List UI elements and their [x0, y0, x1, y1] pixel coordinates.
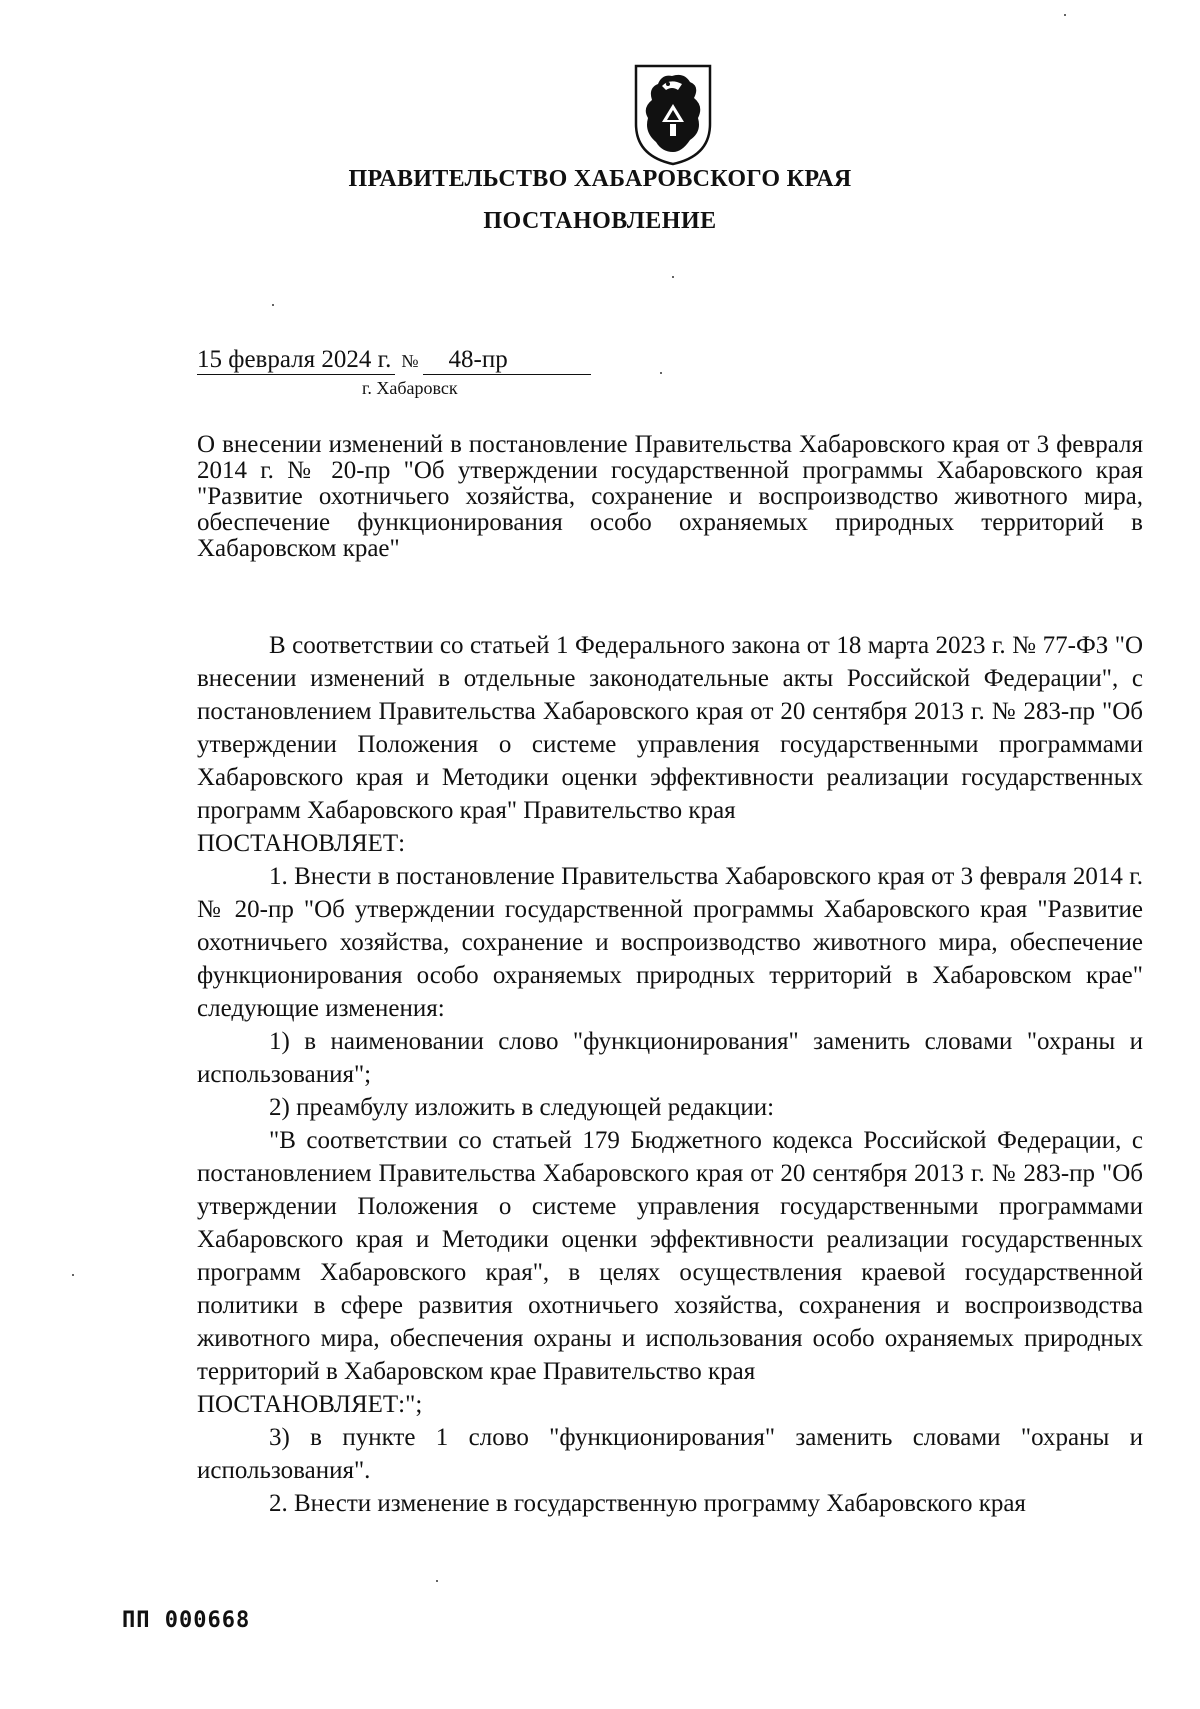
organization-title: ПРАВИТЕЛЬСТВО ХАБАРОВСКОГО КРАЯ	[348, 166, 852, 192]
resolves-heading: ПОСТАНОВЛЯЕТ:	[197, 830, 406, 857]
document-subject: О внесении изменений в постановление Правительства Хабаровского края от 3 февраля 2014 г. № 20-пр "Об утверждении государственной программы Хабаровского края "Развитие охотничьего хозяйства, сохранение и воспроизводство животного мира, обеспечение функционирования особо охраняемых природных территорий в Хабаровском крае"	[197, 431, 1143, 562]
city: г. Хабаровск	[362, 378, 458, 398]
document-date: 15 февраля 2024 г.	[197, 346, 395, 375]
quoted-resolves: ПОСТАНОВЛЯЕТ:";	[197, 1391, 423, 1418]
scan-speck	[72, 1274, 74, 1276]
quoted-preamble: "В соответствии со статьей 179 Бюджетного кодекса Российской Федерации, с постановлением Правительства Хабаровского края от 20 сентября 2013 г. № 283-пр "Об утверждении Положения о системе управления государственными программами Хабаровского края и Методики оценки эффективности реализации государственных программ Хабаровского края", в целях осуществления краевой государственной политики в сфере развития охотничьего хозяйства, сохранения и воспроизводства животного мира, обеспечения охраны и использования особо охраняемых природных территорий в Хабаровском крае Правительство края	[197, 1127, 1143, 1385]
item-2: 2. Внести изменение в государственную программу Хабаровского края	[269, 1490, 1026, 1517]
document-number: 48-пр	[423, 346, 591, 375]
item-1: 1. Внести в постановление Правительства Хабаровского края от 3 февраля 2014 г. № 20-пр "Об утверждении государственной программы Хабаровского края "Развитие охотничьего хозяйства, сохранение и воспроизводство животного мира, обеспечение функционирования особо охраняемых природных территорий в Хабаровском крае" следующие изменения:	[197, 863, 1143, 1022]
scan-speck	[1064, 14, 1066, 16]
scan-speck	[272, 304, 274, 306]
subitem-3: 3) в пункте 1 слово "функционирования" заменить словами "охраны и использования".	[197, 1424, 1143, 1484]
date-number-line	[197, 346, 591, 375]
subitem-2: 2) преамбулу изложить в следующей редакции:	[269, 1094, 775, 1121]
preamble-paragraph: В соответствии со статьей 1 Федерального закона от 18 марта 2023 г. № 77-ФЗ "О внесении изменений в отдельные законодательные акты Российской Федерации", с постановлением Правительства Хабаровского края от 20 сентября 2013 г. № 283-пр "Об утверждении Положения о системе управления государственными программами Хабаровского края и Методики оценки эффективности реализации государственных программ Хабаровского края" Правительство края	[197, 632, 1143, 824]
number-sign: №	[401, 351, 419, 371]
subitem-1: 1) в наименовании слово "функционирования" заменить словами "охраны и использования";	[197, 1028, 1143, 1088]
form-code: ПП 000668	[122, 1608, 251, 1633]
coat-of-arms-emblem	[632, 60, 714, 166]
scan-speck	[660, 372, 662, 374]
scan-speck	[436, 1580, 438, 1582]
document-body	[197, 629, 1143, 1520]
scan-speck	[672, 276, 674, 278]
document-type: ПОСТАНОВЛЕНИЕ	[483, 208, 717, 234]
